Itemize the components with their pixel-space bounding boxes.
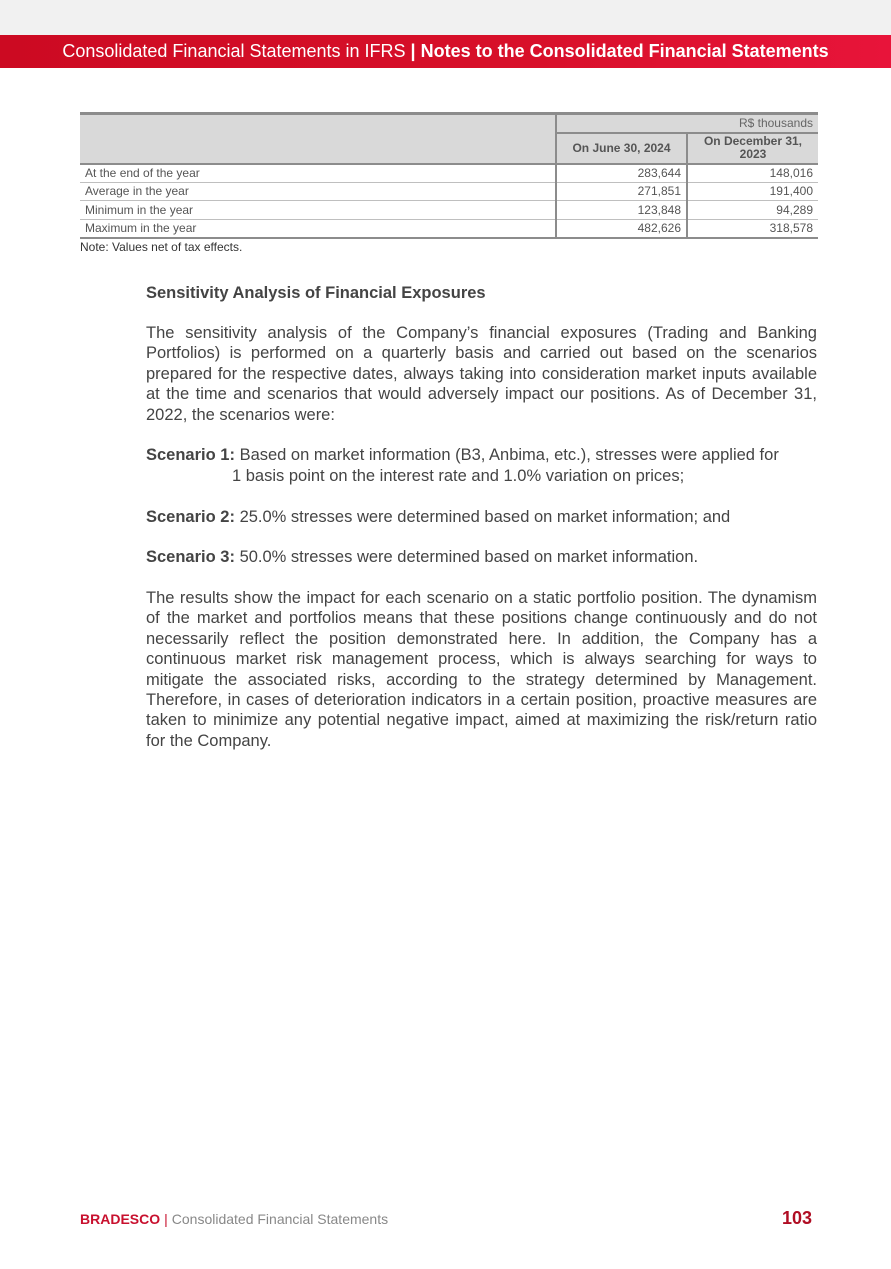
table-note: Note: Values net of tax effects. (80, 240, 243, 254)
row-label: Average in the year (80, 182, 556, 201)
row-label: Minimum in the year (80, 201, 556, 220)
results-paragraph: The results show the impact for each scenario on a static portfolio position. The dynamism of the market and portfolios means that these positions change continuously and do not necessarily reflect the position demonstrated here. In addition, the Company has a continuous market risk management process, which is always searching for ways to mitigate the associated risks, according to the strategy determined by Management. Therefore, in cases of deterioration indicators in a certain position, proactive measures are taken to minimize any potential negative impact, aimed at maximizing the risk/return ratio for the Company. (146, 589, 817, 750)
section-title: Sensitivity Analysis of Financial Exposures (146, 284, 486, 302)
table-row (80, 164, 818, 183)
header-subtitle: Notes to the Consolidated Financial Statements (420, 41, 829, 61)
scenario-1 (146, 445, 817, 487)
scenario-label: Scenario 2: (146, 508, 235, 526)
row-value-dec-2023: 318,578 (687, 219, 818, 238)
scenario-2 (146, 507, 817, 528)
column-header-june-2024: On June 30, 2024 (556, 133, 687, 164)
scenario-text: 50.0% stresses were determined based on market information. (239, 548, 699, 566)
page-header (0, 35, 891, 68)
footer-document-title: Consolidated Financial Statements (171, 1211, 389, 1227)
page-footer (80, 1211, 388, 1227)
row-value-june-2024: 283,644 (556, 164, 687, 183)
row-value-june-2024: 482,626 (556, 219, 687, 238)
table-row (80, 201, 818, 220)
row-value-dec-2023: 191,400 (687, 182, 818, 201)
table-unit: R$ thousands (556, 114, 818, 133)
scenario-text: Based on market information (B3, Anbima, etc.), stresses were applied for (239, 446, 779, 464)
row-value-dec-2023: 94,289 (687, 201, 818, 220)
var-table (80, 112, 818, 239)
table-row (80, 219, 818, 238)
scenario-label: Scenario 3: (146, 548, 235, 566)
scenario-label: Scenario 1: (146, 446, 235, 464)
top-margin (0, 0, 891, 35)
table-row (80, 182, 818, 201)
scenario-3 (146, 547, 817, 568)
row-value-dec-2023: 148,016 (687, 164, 818, 183)
column-header-dec-2023: On December 31, 2023 (687, 133, 818, 164)
row-value-june-2024: 271,851 (556, 182, 687, 201)
header-title: Consolidated Financial Statements in IFRS (62, 41, 406, 61)
footer-brand: BRADESCO (80, 1211, 161, 1227)
row-value-june-2024: 123,848 (556, 201, 687, 220)
scenario-text-continued: 1 basis point on the interest rate and 1.0% variation on prices; (232, 467, 685, 485)
row-label: At the end of the year (80, 164, 556, 183)
page-number: 103 (781, 1208, 812, 1228)
header-separator: | (410, 41, 416, 61)
scenario-text: 25.0% stresses were determined based on market information; and (239, 508, 731, 526)
row-label: Maximum in the year (80, 219, 556, 238)
table-header-blank-2 (80, 133, 556, 164)
table-header-blank (80, 114, 556, 133)
intro-paragraph: The sensitivity analysis of the Company’s financial exposures (Trading and Banking Portfolios) is performed on a quarterly basis and carried out based on the scenarios prepared for the respective dates, always taking into consideration market inputs available at the time and scenarios that would adversely impact our positions. As of December 31, 2022, the scenarios were: (146, 324, 817, 424)
footer-separator: | (164, 1211, 168, 1227)
